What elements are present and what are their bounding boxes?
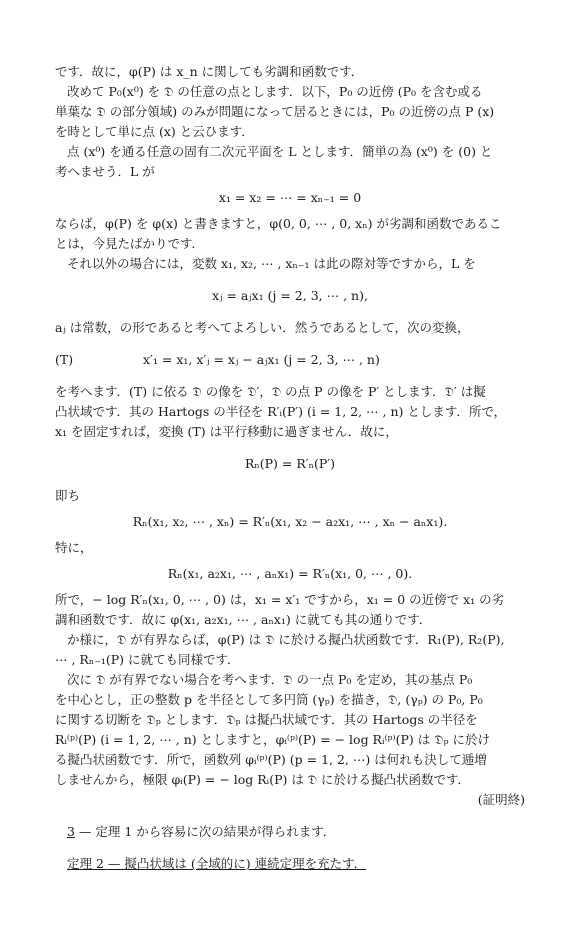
proof-end-mark: (証明終) xyxy=(477,792,525,807)
text-line: を中心とし，正の整数 p を半径として多円筒 (γₚ) を描き，𝔇, (γₚ) の P₀, P₀ xyxy=(55,692,483,707)
section-text: — 定理 1 から容易に次の結果が得られます． xyxy=(74,824,336,839)
text-line: x₁ を固定すれば，変換 (T) は平行移動に過ぎません．故に， xyxy=(55,424,398,439)
text-line: しませんから，極限 φᵢ(P) = − log Rᵢ(P) は 𝔇 に於ける擬凸状函数です． xyxy=(55,772,471,787)
labeled-equation xyxy=(55,350,525,370)
text-line: 単葉な 𝔇 の部分領域) のみが問題になって居るときには，P₀ の近傍の点 P (x) xyxy=(55,104,495,119)
equation: Rₙ(x₁, a₂x₁, ⋯ , aₙx₁) = R′ₙ(x₁, 0, ⋯ , 0). xyxy=(167,566,413,581)
text-line: ⋯ , Rₙ₋₁(P) に就ても同様です． xyxy=(55,652,240,667)
text-line: 次に 𝔇 が有界でない場合を考へます．𝔇 の一点 P₀ を定め，其の基点 P₀ xyxy=(67,672,473,687)
text-line: 所で，− log R′ₙ(x₁, 0, ⋯ , 0) は，x₁ = x′₁ ですから，x₁ = 0 の近傍で x₁ の劣 xyxy=(55,592,505,607)
text-line: 即ち xyxy=(55,488,81,503)
theorem-2 xyxy=(55,854,525,874)
section-3 xyxy=(55,822,525,842)
text-line: 改めて P₀(x⁰) を 𝔇 の任意の点とします．以下，P₀ の近傍 (P₀ を含む或る xyxy=(67,84,483,99)
text-line: 点 (x⁰) を通る任意の固有二次元平面を L とします．簡単の為 (x⁰) を (0) と xyxy=(67,144,493,159)
text-line: aⱼ は常数，の形であると考へてよろしい．然うであるとして，次の変換， xyxy=(55,320,470,335)
text-line: に関する切断を 𝔇ₚ とします．𝔇ₚ は擬凸状域です．其の Hartogs の半径を xyxy=(55,712,478,727)
equation-label: (T) xyxy=(55,352,74,367)
equation: xⱼ = aⱼx₁ (j = 2, 3, ⋯ , n), xyxy=(212,288,368,303)
section-number: 3 xyxy=(67,824,75,839)
equation: x′₁ = x₁, x′ⱼ = xⱼ − aⱼx₁ (j = 2, 3, ⋯ , n) xyxy=(143,352,380,367)
text-line: を時として単に点 (x) と云ひます． xyxy=(55,124,254,139)
text-line: Rᵢ⁽ᵖ⁾(P) (i = 1, 2, ⋯ , n) としますと，φᵢ⁽ᵖ⁾(P) = − log Rᵢ⁽ᵖ⁾(P) は 𝔇ₚ に於け xyxy=(55,732,490,747)
text-line: 凸状域です．其の Hartogs の半径を R′ᵢ(P′) (i = 1, 2, ⋯ , n) とします．所で， xyxy=(55,404,507,419)
text-line: それ以外の場合には，変数 x₁, x₂, ⋯ , xₙ₋₁ は此の際対等ですから，L を xyxy=(67,256,476,271)
theorem-text: — 擬凸状域は (全域的に) 連続定理を充たす． xyxy=(103,856,367,871)
equation: Rₙ(x₁, x₂, ⋯ , xₙ) = R′ₙ(x₁, x₂ − a₂x₁, ⋯ , xₙ − aₙx₁). xyxy=(132,514,448,529)
equation: Rₙ(P) = R′ₙ(P′) xyxy=(244,456,336,471)
text-line: る擬凸状函数です．所で，函数列 φᵢ⁽ᵖ⁾(P) (p = 1, 2, ⋯) は何れも決して逓増 xyxy=(55,752,487,767)
text-line: 特に， xyxy=(55,540,93,555)
equation: x₁ = x₂ = ⋯ = xₙ₋₁ = 0 xyxy=(218,190,362,205)
text-line: か様に，𝔇 が有界ならば，φ(P) は 𝔇 に於ける擬凸状函数です．R₁(P), R₂(P), xyxy=(67,632,505,647)
text-line: 調和函数です．故に φ(x₁, a₂x₁, ⋯ , aₙx₁) に就ても其の通りです． xyxy=(55,612,432,627)
text-line: です．故に，φ(P) は x_n に関しても劣調和函数です． xyxy=(55,64,364,79)
theorem-label: 定理 2 xyxy=(67,856,104,871)
text-line: ならば，φ(P) を φ(x) と書きますと，φ(0, 0, ⋯ , 0, xₙ) が劣調和函数であるこ xyxy=(55,216,502,231)
document-body xyxy=(55,62,525,874)
text-line: を考へます．(T) に依る 𝔇 の像を 𝔇′，𝔇 の点 P の像を P′ とします．𝔇′ は擬 xyxy=(55,384,486,399)
text-line: 考へませう．L が xyxy=(55,164,155,179)
text-line: とは，今見たばかりです． xyxy=(55,236,205,251)
